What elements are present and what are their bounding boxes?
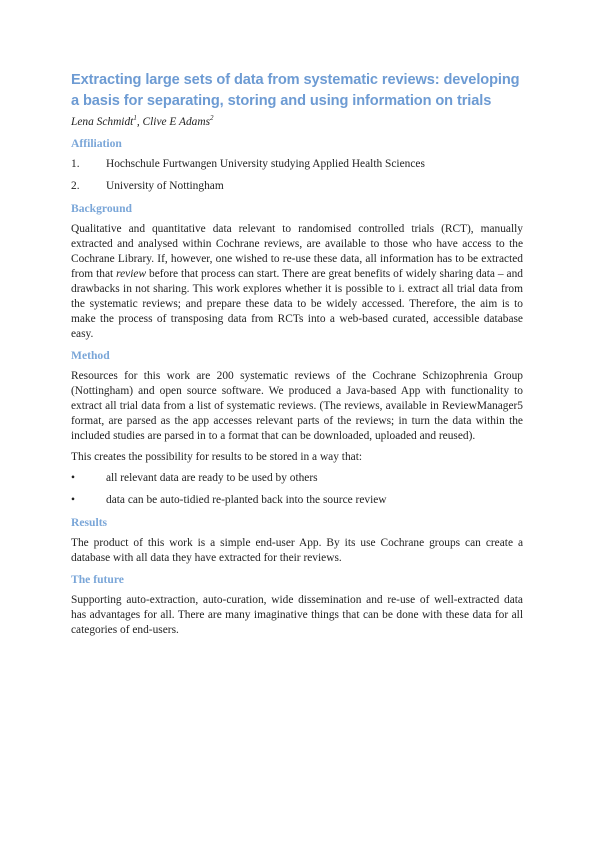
paragraph-text: before that process can start. There are great benefits of widely sharing data – and drawbacks in not sharing. This work explores whether it is possible to i. extract all trial data from the systematic reviews; and prepare these data to be widely accessed. Therefore, the aim is to make the process of transposing data from RCTs into a web-based curated, accessible database easy.	[71, 268, 523, 340]
author-line	[71, 115, 523, 130]
method-paragraph: Resources for this work are 200 systematic reviews of the Cochrane Schizophrenia Group (Nottingham) and open source software. We produced a Java-based App with functionality to extract all trial data from a list of systematic reviews. (The reviews, available in ReviewManager5 format, are parsed as the app accesses relevant parts of the reviews; in turn the data within the included studies are parsed in to a format that can be downloaded, uploaded and reused).	[71, 370, 523, 442]
list-item	[71, 157, 523, 172]
bullet-icon: •	[71, 494, 75, 506]
list-item	[71, 493, 523, 508]
method-heading: Method	[71, 349, 110, 362]
list-item-text: all relevant data are ready to be used by others	[106, 472, 318, 484]
future-paragraph: Supporting auto-extraction, auto-curation, wide dissemination and re-use of well-extracted data has advantages for all. There are many imaginative things that can be done with these data for all categories of end-users.	[71, 594, 523, 636]
background-heading: Background	[71, 202, 132, 215]
list-item-text: Hochschule Furtwangen University studying Applied Health Sciences	[106, 158, 425, 170]
author-affiliation-number: 1	[133, 114, 137, 123]
results-paragraph: The product of this work is a simple end-user App. By its use Cochrane groups can create a database with all data they have extracted for their reviews.	[71, 537, 523, 564]
emphasis-text: review	[116, 268, 147, 280]
author-affiliation-number: 2	[210, 114, 214, 123]
author-name: Clive E Adams	[142, 116, 211, 128]
results-heading: Results	[71, 516, 108, 529]
method-bullet-list	[71, 471, 523, 508]
document-title: Extracting large sets of data from systematic reviews: developing a basis for separating, storing and using information on trials	[71, 72, 520, 109]
bullet-icon: •	[71, 472, 75, 484]
list-item-text: data can be auto-tidied re-planted back into the source review	[106, 494, 387, 506]
list-number: 2.	[71, 180, 80, 192]
background-paragraph	[71, 222, 523, 342]
list-item-text: University of Nottingham	[106, 180, 224, 192]
paragraph-text: Qualitative and quantitative data relevant to randomised controlled trials (RCT), manually extracted and analysed within Cochrane reviews, are available to those who have access to the Cochrane Library. If, however, one wished to re-use these data, all information has to be extracted from that	[71, 223, 523, 280]
author-name: Lena Schmidt	[71, 116, 134, 128]
list-item	[71, 179, 523, 194]
affiliation-heading: Affiliation	[71, 137, 122, 150]
future-heading: The future	[71, 573, 124, 586]
list-number: 1.	[71, 158, 80, 170]
method-intro-paragraph: This creates the possibility for results to be stored in a way that:	[71, 451, 363, 463]
affiliation-list	[71, 157, 523, 194]
document-page	[71, 70, 523, 638]
list-item	[71, 471, 523, 486]
author-separator: ,	[136, 116, 143, 128]
